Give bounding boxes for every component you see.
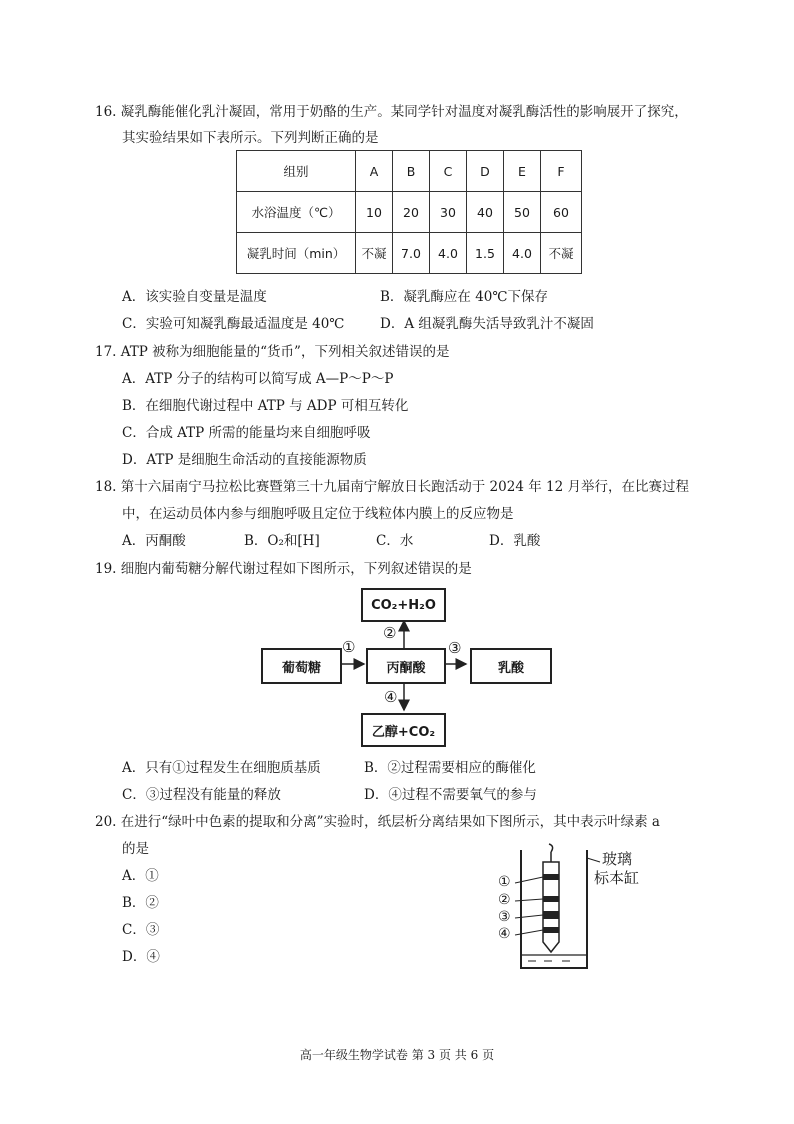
q19-option-a: A．只有①过程发生在细胞质基质 [122, 760, 321, 776]
band-label-3: ③ [498, 909, 511, 925]
q19-stem: 19. 细胞内葡萄糖分解代谢过程如下图所示，下列叙述错误的是 [95, 561, 472, 577]
pigment-band-4 [543, 927, 559, 933]
q17-option-c: C．合成 ATP 所需的能量均来自细胞呼吸 [122, 425, 371, 441]
band-label-1: ① [498, 874, 511, 890]
jar-label-specimen: 标本缸 [594, 869, 640, 887]
q20-option-b: B．② [122, 895, 159, 911]
band-label-4: ④ [498, 926, 511, 942]
q20-option-c: C．③ [122, 922, 160, 938]
table-cell: 10 [356, 192, 393, 233]
band-label-2: ② [498, 892, 511, 908]
table-cell: 60 [541, 192, 582, 233]
q19-option-c: C．③过程没有能量的释放 [122, 787, 281, 803]
table-cell: 凝乳时间（min） [237, 233, 356, 274]
q19-option-d: D．④过程不需要氧气的参与 [364, 787, 537, 803]
lactate-box: 乳酸 [470, 648, 552, 684]
table-cell: 组别 [237, 151, 356, 192]
table-cell: 20 [393, 192, 430, 233]
table-cell: E [504, 151, 541, 192]
q17-option-b: B．在细胞代谢过程中 ATP 与 ADP 可相互转化 [122, 398, 409, 414]
page-footer: 高一年级生物学试卷 第 3 页 共 6 页 [299, 1048, 495, 1062]
step-1-label: ① [342, 638, 356, 656]
table-cell: B [393, 151, 430, 192]
q18-option-d: D．乳酸 [489, 533, 541, 549]
q20-stem-line2: 的是 [122, 841, 149, 857]
jar-label-glass: 玻璃 [602, 850, 633, 868]
q20-stem-line1: 20. 在进行“绿叶中色素的提取和分离”实验时，纸层析分离结果如下图所示，其中表示叶绿素 a [95, 814, 660, 830]
table-cell: 水浴温度（℃） [237, 192, 356, 233]
co2-h2o-box: CO₂+H₂O [361, 588, 446, 622]
pigment-band-1 [543, 874, 559, 880]
table-cell: 4.0 [430, 233, 467, 274]
q16-option-d: D．A 组凝乳酶失活导致乳汁不凝固 [380, 316, 594, 332]
q19-option-b: B．②过程需要相应的酶催化 [364, 760, 536, 776]
q18-option-c: C．水 [376, 533, 414, 549]
q18-stem-line2: 中，在运动员体内参与细胞呼吸且定位于线粒体内膜上的反应物是 [122, 506, 514, 522]
pyruvate-box: 丙酮酸 [366, 648, 446, 684]
q20-option-a: A．① [122, 868, 159, 884]
step-4-label: ④ [384, 688, 398, 706]
table-cell: 1.5 [467, 233, 504, 274]
q16-stem-line2: 其实验结果如下表所示。下列判断正确的是 [122, 130, 379, 146]
q18-option-a: A．丙酮酸 [122, 533, 186, 549]
table-cell: 不凝 [541, 233, 582, 274]
table-cell: 7.0 [393, 233, 430, 274]
table-cell: F [541, 151, 582, 192]
table-cell: C [430, 151, 467, 192]
q16-option-c: C．实验可知凝乳酶最适温度是 40℃ [122, 316, 345, 332]
ethanol-co2-box: 乙醇+CO₂ [361, 713, 446, 747]
q17-option-a: A．ATP 分子的结构可以简写成 A—P～P～P [122, 371, 394, 387]
step-2-label: ② [383, 624, 397, 642]
q16-option-a: A．该实验自变量是温度 [122, 289, 267, 305]
table-cell: 50 [504, 192, 541, 233]
q20-option-d: D．④ [122, 949, 160, 965]
pigment-band-3 [543, 911, 559, 919]
q17-stem: 17. ATP 被称为细胞能量的“货币”，下列相关叙述错误的是 [95, 344, 450, 360]
glucose-box: 葡萄糖 [261, 648, 342, 684]
table-cell: A [356, 151, 393, 192]
q17-option-d: D．ATP 是细胞生命活动的直接能源物质 [122, 452, 367, 468]
table-cell: 不凝 [356, 233, 393, 274]
q16-option-b: B．凝乳酶应在 40℃下保存 [380, 289, 548, 305]
table-cell: 30 [430, 192, 467, 233]
q18-stem-line1: 18. 第十六届南宁马拉松比赛暨第三十九届南宁解放日长跑活动于 2024 年 12 月举行，在比赛过程 [95, 479, 689, 495]
table-cell: 40 [467, 192, 504, 233]
table-cell: D [467, 151, 504, 192]
pigment-band-2 [543, 896, 559, 902]
step-3-label: ③ [448, 639, 462, 657]
q16-stem-line1: 16. 凝乳酶能催化乳汁凝固，常用于奶酪的生产。某同学针对温度对凝乳酶活性的影响展开了探究， [95, 104, 688, 120]
q18-option-b: B．O₂和[H] [244, 533, 320, 549]
table-cell: 4.0 [504, 233, 541, 274]
